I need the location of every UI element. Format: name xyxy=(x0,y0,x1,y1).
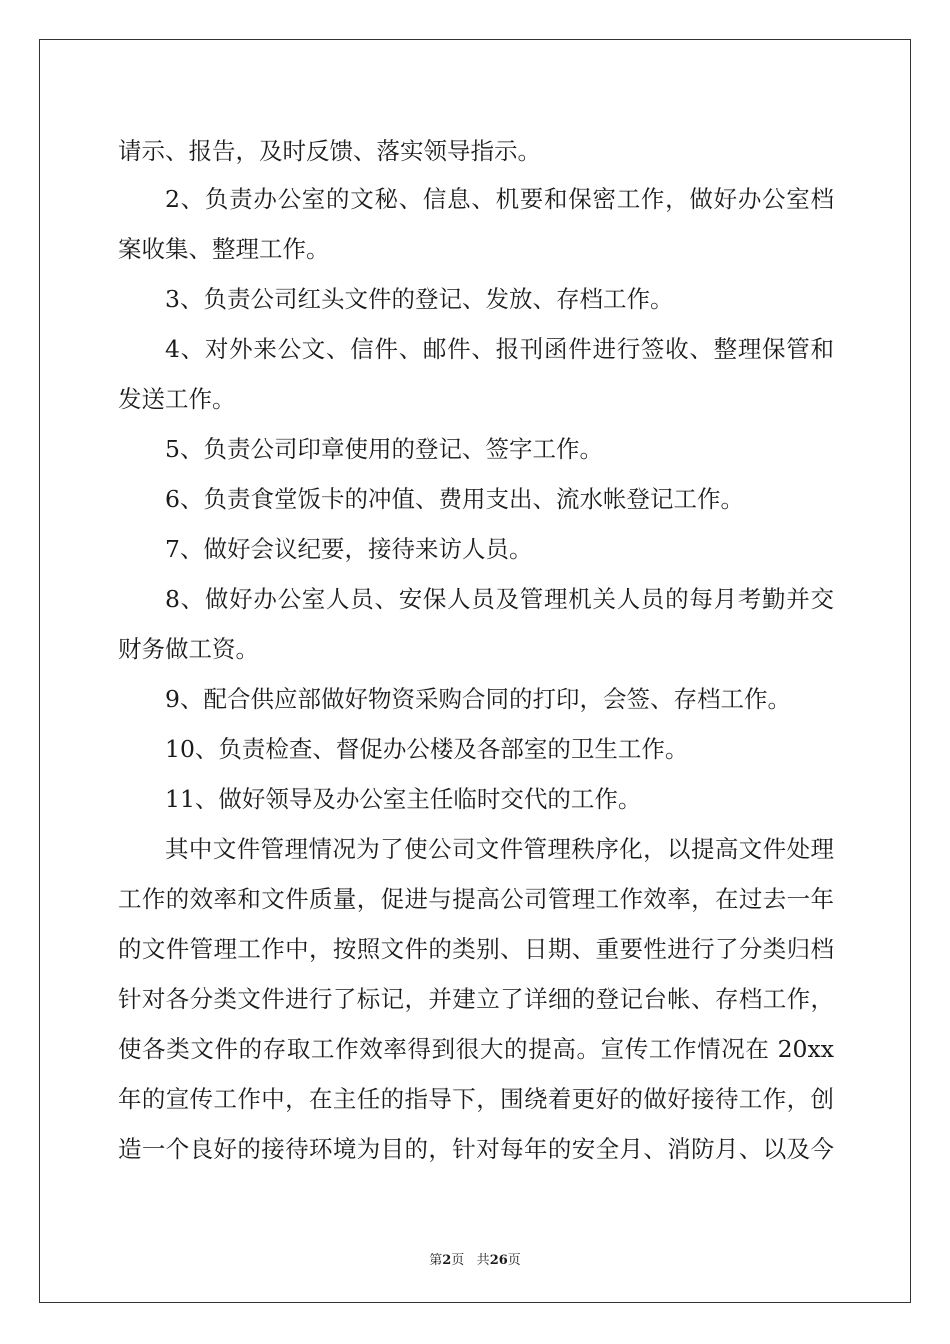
body-line-21: 造一个良好的接待环境为目的，针对每年的安全月、消防月、以及今 xyxy=(118,1135,834,1163)
body-line-11: 财务做工资。 xyxy=(118,635,259,663)
body-line-4: 3、负责公司红头文件的登记、发放、存档工作。 xyxy=(165,285,674,313)
body-line-9: 7、做好会议纪要，接待来访人员。 xyxy=(165,535,533,563)
body-line-3: 案收集、整理工作。 xyxy=(118,235,330,263)
body-line-13: 10、负责检查、督促办公楼及各部室的卫生工作。 xyxy=(165,735,689,763)
body-line-12: 9、配合供应部做好物资采购合同的打印，会签、存档工作。 xyxy=(165,685,791,713)
body-line-17: 的文件管理工作中，按照文件的类别、日期、重要性进行了分类归档 xyxy=(118,935,834,963)
body-line-15: 其中文件管理情况为了使公司文件管理秩序化，以提高文件处理 xyxy=(165,835,834,863)
body-line-19: 使各类文件的存取工作效率得到很大的提高。宣传工作情况在 20xx xyxy=(118,1035,834,1063)
page-border xyxy=(39,39,911,1303)
body-line-10: 8、做好办公室人员、安保人员及管理机关人员的每月考勤并交 xyxy=(165,585,834,613)
body-line-8: 6、负责食堂饭卡的冲值、费用支出、流水帐登记工作。 xyxy=(165,485,744,513)
body-line-5: 4、对外来公文、信件、邮件、报刊函件进行签收、整理保管和 xyxy=(165,335,834,363)
footer-page-suffix: 页 xyxy=(451,1253,465,1268)
footer-page-number: 2 xyxy=(442,1253,452,1268)
footer-total-suffix: 页 xyxy=(507,1253,521,1268)
body-line-1: 请示、报告，及时反馈、落实领导指示。 xyxy=(118,137,541,165)
body-line-2: 2、负责办公室的文秘、信息、机要和保密工作，做好办公室档 xyxy=(165,185,834,213)
body-line-18: 针对各分类文件进行了标记，并建立了详细的登记台帐、存档工作， xyxy=(118,985,834,1013)
page-footer xyxy=(0,1249,950,1268)
body-line-20: 年的宣传工作中，在主任的指导下，围绕着更好的做好接待工作，创 xyxy=(118,1085,834,1113)
body-line-6: 发送工作。 xyxy=(118,385,236,413)
body-line-14: 11、做好领导及办公室主任临时交代的工作。 xyxy=(165,785,642,813)
body-line-16: 工作的效率和文件质量，促进与提高公司管理工作效率，在过去一年 xyxy=(118,885,834,913)
footer-page-prefix: 第 xyxy=(429,1253,443,1268)
body-line-7: 5、负责公司印章使用的登记、签字工作。 xyxy=(165,435,603,463)
footer-total-prefix: 共 xyxy=(476,1253,490,1268)
footer-total-pages: 26 xyxy=(489,1253,508,1268)
